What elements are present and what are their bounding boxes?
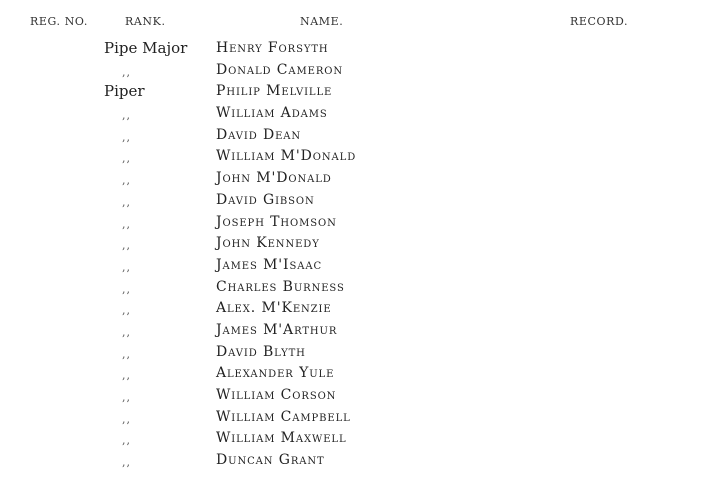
rank-ditto-mark: ,, bbox=[122, 217, 131, 231]
rank-ditto-mark: ,, bbox=[122, 195, 131, 209]
table-row bbox=[0, 190, 726, 212]
name-cell: William Campbell bbox=[216, 408, 351, 425]
table-row bbox=[0, 212, 726, 234]
column-header-reg-no: REG. NO. bbox=[30, 15, 88, 28]
table-row bbox=[0, 125, 726, 147]
rank-ditto-mark: ,, bbox=[122, 412, 131, 426]
rank-ditto-mark: ,, bbox=[122, 304, 131, 318]
table-row bbox=[0, 168, 726, 190]
column-header-name: NAME. bbox=[300, 15, 344, 28]
table-row bbox=[0, 428, 726, 450]
roster-table bbox=[0, 38, 726, 472]
table-row bbox=[0, 60, 726, 82]
name-cell: Alexander Yule bbox=[216, 365, 335, 382]
table-row bbox=[0, 298, 726, 320]
name-cell: David Gibson bbox=[216, 191, 315, 208]
table-row bbox=[0, 385, 726, 407]
name-cell: Charles Burness bbox=[216, 278, 345, 295]
table-row bbox=[0, 146, 726, 168]
name-cell: William M'Donald bbox=[216, 148, 357, 165]
rank-cell: Piper bbox=[104, 82, 145, 101]
name-cell: William Adams bbox=[216, 105, 328, 122]
rank-ditto-mark: ,, bbox=[122, 369, 131, 383]
rank-ditto-mark: ,, bbox=[122, 152, 131, 166]
name-cell: Joseph Thomson bbox=[216, 213, 337, 230]
name-cell: Henry Forsyth bbox=[216, 40, 329, 56]
name-cell: James M'Arthur bbox=[216, 321, 338, 338]
name-cell: Donald Cameron bbox=[216, 61, 344, 78]
name-cell: Philip Melville bbox=[216, 83, 333, 100]
rank-ditto-mark: ,, bbox=[122, 130, 131, 144]
rank-ditto-mark: ,, bbox=[122, 260, 131, 274]
table-row bbox=[0, 363, 726, 385]
rank-ditto-mark: ,, bbox=[122, 239, 131, 253]
rank-ditto-mark: ,, bbox=[122, 347, 131, 361]
table-row bbox=[0, 81, 726, 103]
rank-ditto-mark: ,, bbox=[122, 65, 131, 79]
rank-ditto-mark: ,, bbox=[122, 174, 131, 188]
name-cell: John M'Donald bbox=[216, 170, 332, 187]
name-cell: Alex. M'Kenzie bbox=[216, 300, 332, 317]
table-row bbox=[0, 255, 726, 277]
table-row bbox=[0, 342, 726, 364]
table-row bbox=[0, 233, 726, 255]
rank-ditto-mark: ,, bbox=[122, 325, 131, 339]
name-cell: David Dean bbox=[216, 126, 302, 143]
name-cell: John Kennedy bbox=[216, 235, 320, 252]
name-cell: William Corson bbox=[216, 387, 337, 403]
name-cell: James M'Isaac bbox=[216, 256, 323, 273]
name-cell: William Maxwell bbox=[216, 430, 347, 447]
rank-ditto-mark: ,, bbox=[122, 456, 131, 470]
rank-ditto-mark: ,, bbox=[122, 391, 131, 404]
rank-ditto-mark: ,, bbox=[122, 109, 131, 123]
table-row bbox=[0, 277, 726, 299]
rank-cell: Pipe Major bbox=[104, 39, 188, 57]
table-row bbox=[0, 103, 726, 125]
rank-ditto-mark: ,, bbox=[122, 434, 131, 448]
table-row bbox=[0, 450, 726, 472]
rank-ditto-mark: ,, bbox=[122, 282, 131, 296]
table-row bbox=[0, 320, 726, 342]
name-cell: Duncan Grant bbox=[216, 452, 325, 469]
name-cell: David Blyth bbox=[216, 343, 306, 360]
column-header-record: RECORD. bbox=[570, 15, 629, 28]
table-row bbox=[0, 38, 726, 60]
column-header-rank: RANK. bbox=[125, 15, 166, 28]
table-row bbox=[0, 407, 726, 429]
